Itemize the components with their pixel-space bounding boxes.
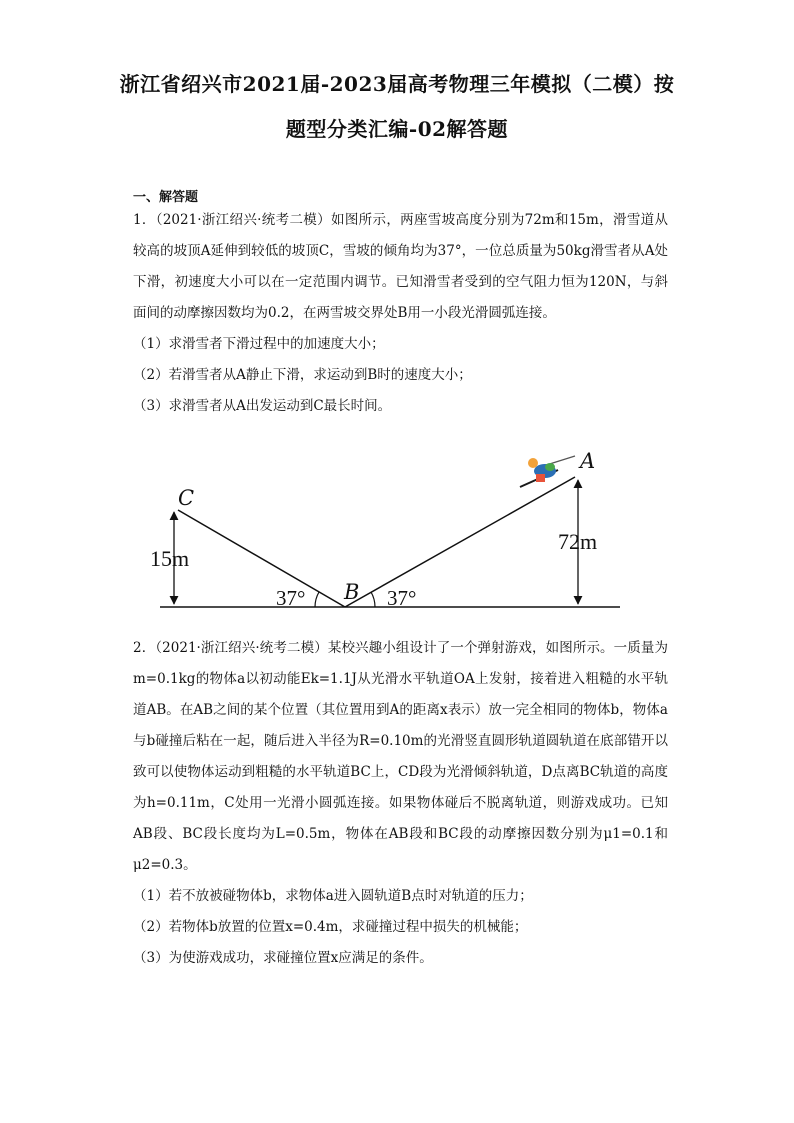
angle-label-right: 37° <box>387 586 417 610</box>
question-1-part-1: （1）求滑雪者下滑过程中的加速度大小； <box>133 336 385 352</box>
label-b: B <box>344 580 360 604</box>
slope-ba <box>345 477 575 607</box>
question-2-part-2: （2）若物体b放置的位置x=0.4m，求碰撞过程中损失的机械能； <box>133 919 528 935</box>
angle-arc-left <box>315 592 319 607</box>
label-c: C <box>178 486 195 510</box>
question-1-part-2: （2）若滑雪者从A静止下滑，求运动到B时的速度大小； <box>133 367 472 383</box>
question-2-stem: 2．（2021·浙江绍兴·统考二模）某校兴趣小组设计了一个弹射游戏，如图所示。一质量为m=0.1kg的物体a以初动能Ek=1.1J从光滑水平轨道OA上发射，接着进入粗糙的水平轨道AB。在AB之间的某个位置（其位置用到A的距离x表示）放一完全相同的物体b，物体a与b碰撞后粘在一起，随后进入半径为R=0.10m的光滑竖直圆形轨道圆轨道在底部错开以致可以使物体运动到粗糙的水平轨道BC上，CD段为光滑倾斜轨道，D点离BC轨道的高度为h=0.11m，C处用一光滑小圆弧连接。如果物体碰后不脱离轨道，则游戏成功。已知AB段、BC段长度均为L=0.5m，物体在AB段和BC段的动摩擦因数分别为μ1=0.1和μ2=0.3。 <box>133 640 668 873</box>
page-title-line1: 浙江省绍兴市2021届-2023届高考物理三年模拟（二模）按 <box>119 72 675 96</box>
question-2-part-3: （3）为使游戏成功，求碰撞位置x应满足的条件。 <box>133 950 433 966</box>
question-2-part-1: （1）若不放被碰物体b，求物体a进入圆轨道B点时对轨道的压力； <box>133 888 533 904</box>
height-label-right: 72m <box>558 529 598 554</box>
question-1-stem: 1．（2021·浙江绍兴·统考二模）如图所示，两座雪坡高度分别为72m和15m，滑雪道从较高的坡顶A延伸到较低的坡顶C，雪坡的倾角均为37°，一位总质量为50kg滑雪者从A处下滑，初速度大小可以在一定范围内调节。已知滑雪者受到的空气阻力恒为120N，与斜面间的动摩擦因数均为0.2，在两雪坡交界处B用一小段光滑圆弧连接。 <box>133 212 668 321</box>
section-heading: 一、解答题 <box>133 190 199 205</box>
question-2 <box>133 633 668 974</box>
question-1-part-3: （3）求滑雪者从A出发运动到C最长时间。 <box>133 398 392 414</box>
slope-bc <box>178 510 345 607</box>
label-a: A <box>580 449 596 473</box>
page-title-line2: 题型分类汇编-02解答题 <box>285 117 509 141</box>
height-label-left: 15m <box>150 546 190 571</box>
angle-arc-right <box>371 592 375 607</box>
angle-label-left: 37° <box>276 586 306 610</box>
